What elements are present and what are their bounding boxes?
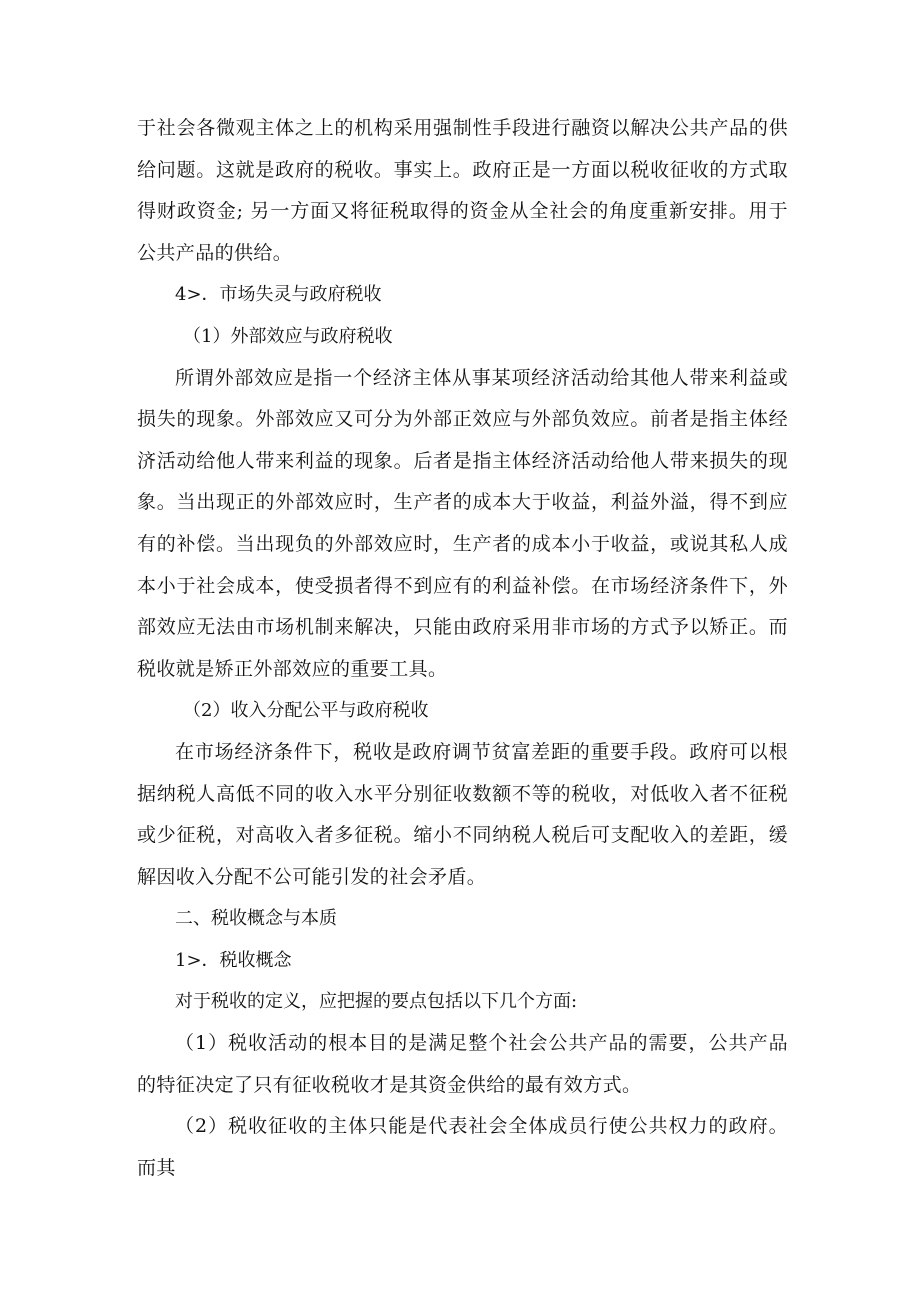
paragraph-externality: 所谓外部效应是指一个经济主体从事某项经济活动给其他人带来利益或损失的现象。外部效应又可分为外部正效应与外部负效应。前者是指主体经济活动给他人带来利益的现象。后者是指主体经济活动给他人带来损失的现象。当出现正的外部效应时，生产者的成本大于收益，利益外溢，得不到应有的补偿。当出现负的外部效应时，生产者的成本小于收益，或说其私人成本小于社会成本，使受损者得不到应有的利益补偿。在市场经济条件下，外部效应无法由市场机制来解决，只能由政府采用非市场的方式予以矫正。而税收就是矫正外部效应的重要工具。	[137, 366, 788, 680]
subheading-externality-tax: （1）外部效应与政府税收	[183, 325, 393, 347]
heading-market-failure-tax: 4>．市场失灵与政府税收	[175, 284, 382, 306]
heading-tax-concept-essence: 二、税收概念与本质	[175, 908, 337, 930]
document-body	[137, 108, 788, 1189]
paragraph-point-2: （2）税收征收的主体只能是代表社会全体成员行使公共权力的政府。而其	[137, 1115, 788, 1179]
paragraph-public-goods-financing: 于社会各微观主体之上的机构采用强制性手段进行融资以解决公共产品的供给问题。这就是政府的税收。事实上。政府正是一方面以税收征收的方式取得财政资金; 另一方面又将征税取得的资金从全社会的角度重新安排。用于公共产品的供给。	[137, 117, 788, 264]
paragraph-point-1: （1）税收活动的根本目的是满足整个社会公共产品的需要，公共产品的特征决定了只有征收税收才是其资金供给的最有效方式。	[137, 1032, 788, 1096]
heading-tax-concept: 1>．税收概念	[175, 949, 292, 971]
paragraph-income-distribution: 在市场经济条件下，税收是政府调节贫富差距的重要手段。政府可以根据纳税人高低不同的收入水平分别征收数额不等的税收，对低收入者不征税或少征税，对高收入者多征税。缩小不同纳税人税后可支配收入的差距，缓解因收入分配不公可能引发的社会矛盾。	[137, 740, 788, 888]
subheading-income-distribution-tax: （2）收入分配公平与政府税收	[183, 700, 429, 722]
paragraph-definition-intro: 对于税收的定义，应把握的要点包括以下几个方面:	[175, 991, 578, 1013]
